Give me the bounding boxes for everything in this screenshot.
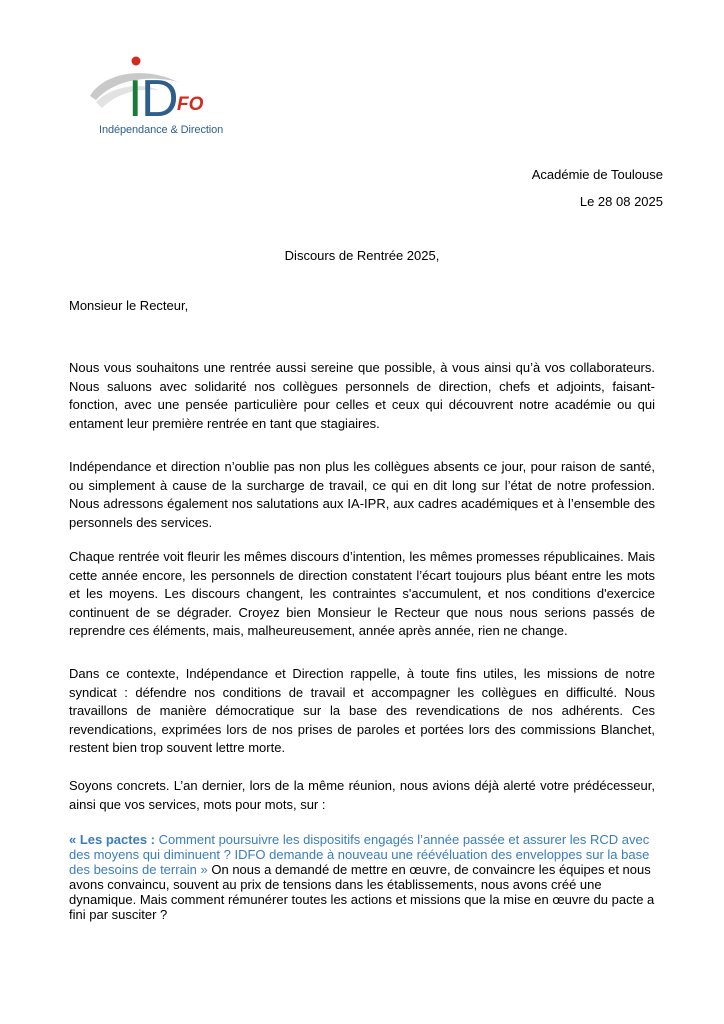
pactes-rest: On nous a demandé de mettre en œuvre, de convaincre les équipes et nous avons convaincu, souvent au prix de tensions dans les établissements, nous avons créé une dynamique. Mais comment rémunérer toutes les actions et missions que la mise en œuvre du pacte a fini par susciter ? xyxy=(69,862,655,922)
logo-letters-fo: FO xyxy=(177,94,204,115)
logo-tagline: Indépendance & Direction xyxy=(99,124,224,136)
paragraph-1: Nous vous souhaitons une rentrée aussi sereine que possible, à vous ainsi qu’à vos collaborateurs. Nous saluons avec solidarité nos collègues personnels de direction, chefs et adjoints, faisant-fonction, avec une pensée particulière pour celles et ceux qui découvrent notre académie ou qui entament leur première rentrée en tant que stagiaires. xyxy=(69,360,655,431)
speech-title: Discours de Rentrée 2025, xyxy=(284,248,440,263)
pactes-highlight: Comment poursuivre les dispositifs engagés l’année passée et assurer les RCD avec des moyens qui diminuent ? IDFO demande à nouveau une réévéluation des enveloppes sur la base des besoins de terrain » xyxy=(69,832,650,877)
paragraph-pactes xyxy=(69,832,659,922)
pactes-label: « Les pactes : xyxy=(69,832,155,847)
paragraph-4: Dans ce contexte, Indépendance et Direction rappelle, à toute fins utiles, les missions de notre syndicat : défendre nos conditions de travail et accompagner les collègues en difficulté. Nous travaillons de manière démocratique sur la base des revendications de nos adhérents. Ces revendications, exprimées lors de nos prises de paroles et portées lors des commissions Blanchet, restent bien trop souvent lettre morte. xyxy=(69,666,655,755)
paragraph-2: Indépendance et direction n’oublie pas non plus les collègues absents ce jour, pour raison de santé, ou simplement à cause de la surcharge de travail, ce qui en dit long sur l’état de notre profession. Nous adressons également nos salutations aux IA-IPR, aux cadres académiques et à l’ensemble des personnels des services. xyxy=(69,459,655,530)
logo-letter-i: I xyxy=(128,70,143,128)
salutation: Monsieur le Recteur, xyxy=(69,298,189,313)
logo-letter-d: D xyxy=(141,70,179,128)
paragraph-5: Soyons concrets. L’an dernier, lors de la même réunion, nous avions déjà alerté votre prédécesseur, ainsi que vos services, mots pour mots, sur : xyxy=(69,778,655,812)
logo-i-dot xyxy=(132,57,141,66)
academy-name: Académie de Toulouse xyxy=(531,167,663,182)
letter-date: Le 28 08 2025 xyxy=(579,194,663,209)
paragraph-3: Chaque rentrée voit fleurir les mêmes discours d’intention, les mêmes promesses républicaines. Mais cette année encore, les personnels de direction constatent l’écart toujours plus béant entre les mots et les moyens. Les discours changent, les contraintes s'accumulent, et nos conditions d'exercice continuent de se dégrader. Croyez bien Monsieur le Recteur que nous nous serions passés de reprendre ces éléments, mais, malheureusement, année après année, rien ne change. xyxy=(69,549,655,638)
